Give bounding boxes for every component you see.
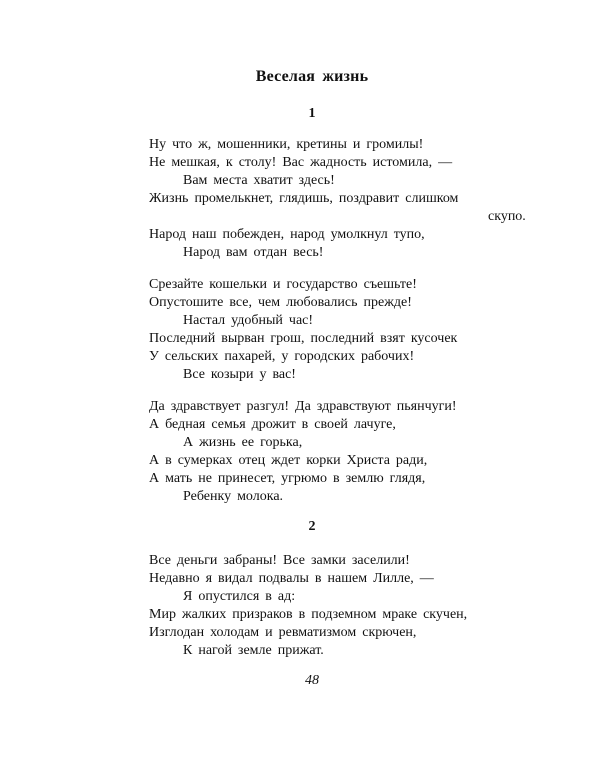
verse-line: А мать не принесет, угрюмо в землю глядя,	[149, 471, 426, 486]
verse-line: Все козыри у вас!	[183, 367, 296, 382]
verse-line: Не мешкая, к столу! Вас жадность истомила, —	[149, 155, 453, 170]
verse-line: Последний вырван грош, последний взят кусочек	[149, 331, 458, 346]
verse-line: А жизнь ее горька,	[183, 435, 303, 450]
verse-line: А в сумерках отец ждет корки Христа ради,	[149, 453, 428, 468]
verse-line: У сельских пахарей, у городских рабочих!	[149, 349, 415, 364]
verse-line: Настал удобный час!	[183, 313, 314, 328]
verse-line: Опустошите все, чем любовались прежде!	[149, 295, 412, 310]
verse-line: Вам места хватит здесь!	[183, 173, 335, 188]
verse-line-continuation: скупо.	[488, 209, 526, 224]
verse-line: Мир жалких призраков в подземном мраке скучен,	[149, 607, 468, 622]
verse-line: К нагой земле прижат.	[183, 643, 324, 658]
verse-line: Ребенку молока.	[183, 489, 284, 504]
verse-line: Ну что ж, мошенники, кретины и громилы!	[149, 137, 424, 152]
poem-title: Веселая жизнь	[255, 68, 369, 85]
verse-line: Изглодан холодам и ревматизмом скрючен,	[149, 625, 417, 640]
verse-line: Народ наш побежден, народ умолкнул тупо,	[149, 227, 425, 242]
section-number: 1	[308, 106, 316, 121]
section-number: 2	[308, 519, 316, 534]
verse-line: Да здравствует разгул! Да здравствуют пьянчуги!	[149, 399, 457, 414]
verse-line: А бедная семья дрожит в своей лачуге,	[149, 417, 396, 432]
verse-line: Недавно я видал подвалы в нашем Лилле, —	[149, 571, 434, 586]
page-number: 48	[305, 673, 319, 688]
verse-line: Я опустился в ад:	[183, 589, 296, 604]
verse-line: Жизнь промелькнет, глядишь, поздравит слишком	[149, 191, 459, 206]
verse-line: Народ вам отдан весь!	[183, 245, 324, 260]
verse-line: Срезайте кошельки и государство съешьте!	[149, 277, 417, 292]
verse-line: Все деньги забраны! Все замки заселили!	[149, 553, 410, 568]
